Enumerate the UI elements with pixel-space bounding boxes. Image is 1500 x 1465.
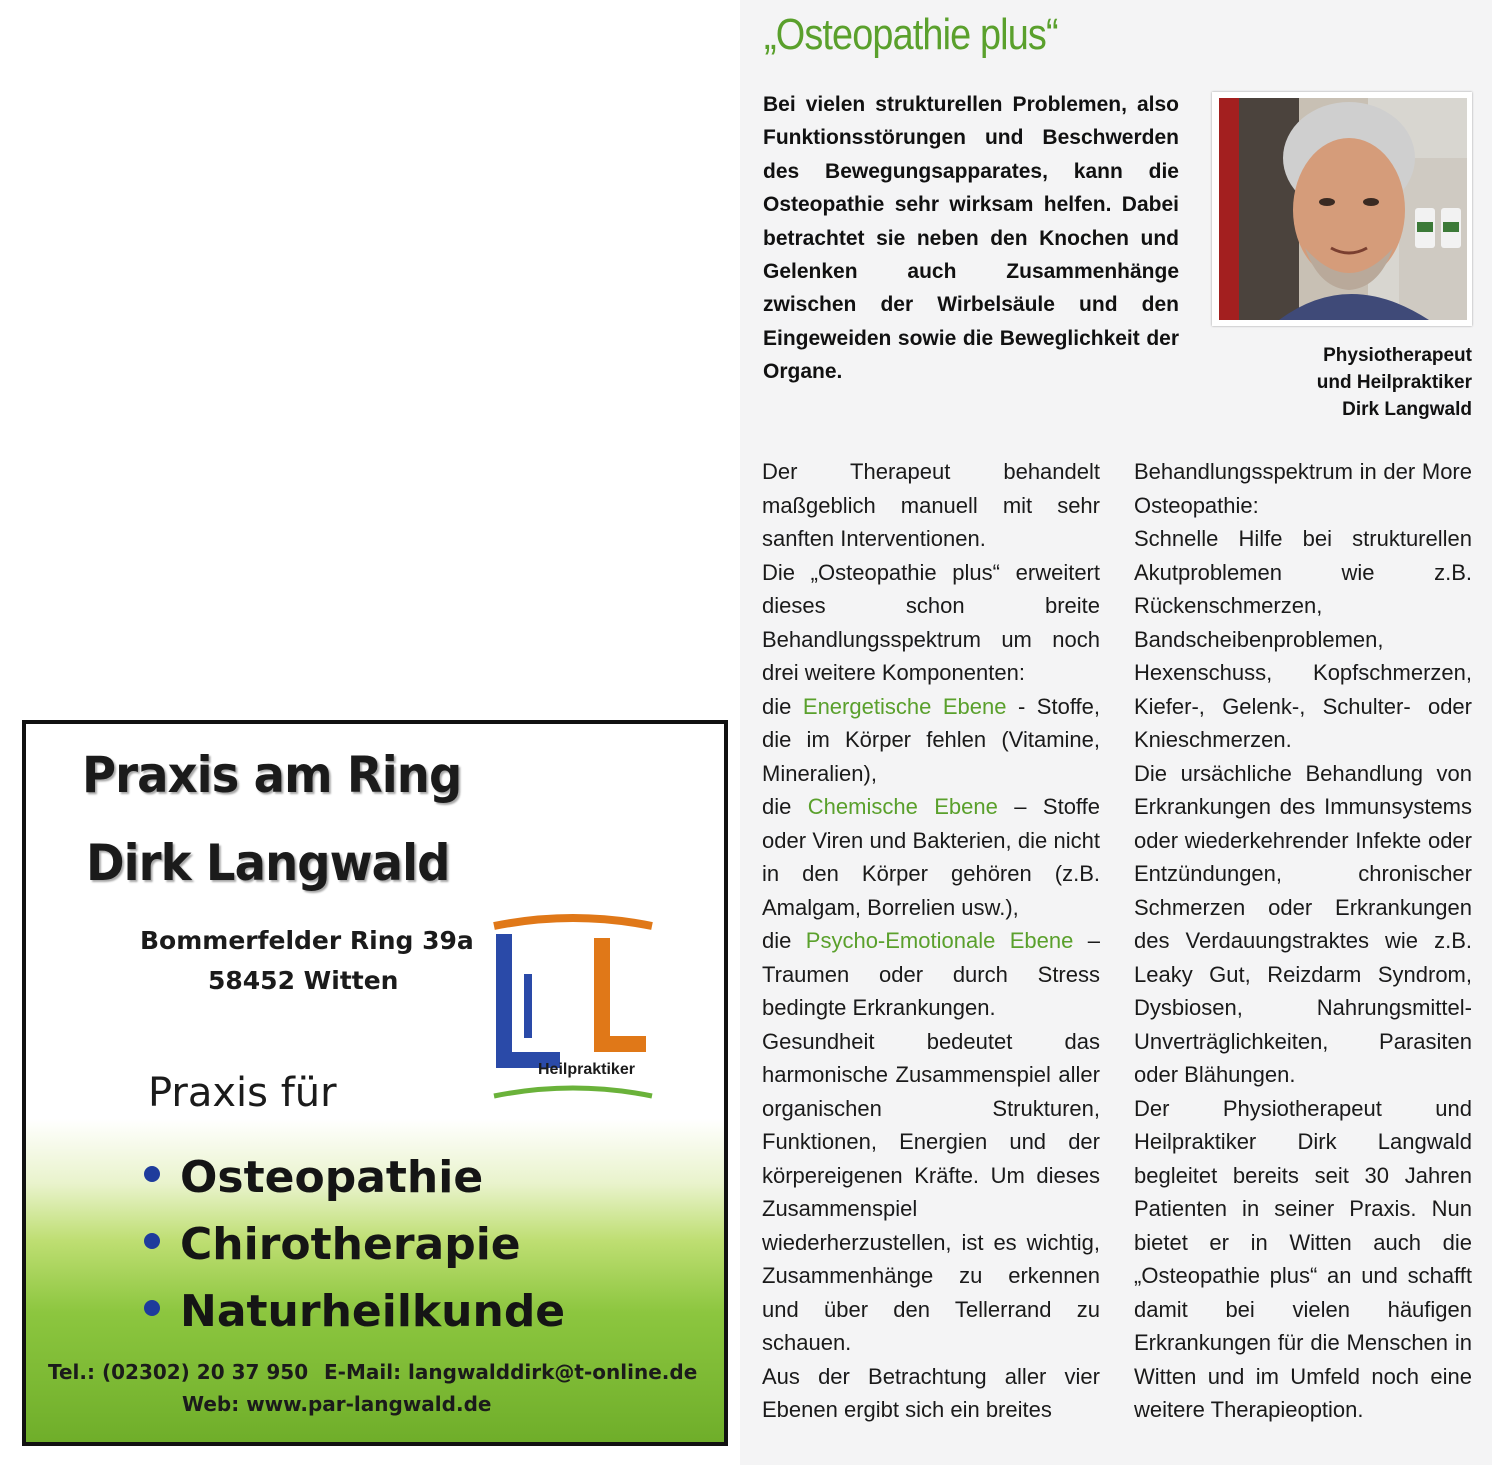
bullet-icon [144,1300,160,1316]
paragraph: Gesundheit bedeutet das harmonische Zusammenspiel aller organischen Strukturen, Funktionen, Energien und der körpereigenen Kräfte. Um dieses Zusammenspiel wiederherzustellen, ist es wichtig, Zusammenhänge zu erkennen und über den Tellerrand zu schauen. [762,1028,1100,1355]
article-column-1 [762,455,1100,1427]
ad-title-practice: Praxis am Ring [82,746,462,804]
caption-line: und Heilpraktiker [1316,372,1472,393]
contact-website[interactable]: Web: www.par-langwald.de [182,1392,492,1416]
caption-line: Physiotherapeut [1323,345,1472,366]
term-energetic-level: Energetische Ebene [802,693,1007,719]
article-lead: Bei vielen strukturellen Problemen, also Funktionsstörungen und Beschwerden des Bewegungsapparates, kann die Osteopathie sehr wirksam helfen. Dabei betrachtet sie neben den Knochen und Gelenken auch Zusammenhänge zwischen der Wirbelsäule und den Eingeweiden sowie die Beweglichkeit der Organe. [763,93,1179,384]
article-column-2 [1134,455,1472,1427]
paragraph: Schnelle Hilfe bei strukturellen Akutproblemen wie z.B. Rückenschmerzen, Bandscheibenproblemen, Hexenschuss, Kopfschmerzen, Kiefer-, Gelenk-, Schulter- oder Knieschmerzen. [1134,526,1472,752]
paragraph: die Psycho-Emotionale Ebene – Traumen oder durch Stress bedingte Erkrankungen. [762,928,1100,1020]
address-street: Bommerfelder Ring 39a [140,926,474,955]
paragraph: die Energetische Ebene - Stoffe, die im Körper fehlen (Vitamine, Mineralien), [762,693,1100,786]
portrait-photo [1219,98,1467,320]
paragraph: Behandlungsspektrum in der More Osteopathie: [1134,459,1472,518]
paragraph: Aus der Betrachtung aller vier Ebenen ergibt sich ein breites [762,1363,1100,1422]
term-psycho-emotional-level: Psycho-Emotionale Ebene [805,928,1074,953]
paragraph: Der Therapeut behandelt maßgeblich manuell mit sehr sanften Interventionen. [762,459,1100,551]
bullet-icon [144,1233,160,1249]
portrait-illustration [1219,98,1467,320]
term-chemical-level: Chemische Ebene [807,794,998,819]
contact-email[interactable]: E-Mail: langwalddirk@t-online.de [324,1360,698,1384]
paragraph: Die ursächliche Behandlung von Erkrankungen des Immunsystems oder wiederkehrender Infekte oder Entzündungen, chronischer Schmerzen oder Erkrankungen des Verdauungstraktes wie z.B. Leaky Gut, Reizdarm Syndrom, Dysbiosen, Nahrungsmittel-Unverträglichkeiten, Parasiten oder Blähungen. [1134,760,1472,1087]
article-headline: „Osteopathie plus“ [764,10,1058,59]
ad-title-name: Dirk Langwald [86,834,450,892]
services-heading: Praxis für [148,1070,337,1116]
paragraph: Der Physiotherapeut und Heilpraktiker Dirk Langwald begleitet bereits seit 30 Jahren Patienten in seiner Praxis. Nun bietet er in Witten auch die „Osteopathie plus“ an und schafft damit bei vielen häufigen Erkrankungen für die Menschen in Witten und im Umfeld noch eine weitere Therapieoption. [1134,1095,1472,1422]
paragraph: Die „Osteopathie plus“ erweitert dieses schon breite Behandlungsspektrum um noch drei weitere Komponenten: [762,559,1100,685]
services-list [144,1144,565,1345]
bullet-icon [144,1166,160,1182]
caption-line: Dirk Langwald [1342,399,1472,420]
service-item: Chirotherapie [144,1211,565,1278]
logo-label: Heilpraktiker [538,1061,635,1078]
photo-caption [1212,342,1472,423]
practice-advertisement [22,720,728,1446]
address-city: 58452 Witten [208,966,399,995]
contact-phone: Tel.: (02302) 20 37 950 [48,1360,309,1384]
service-item: Naturheilkunde [144,1278,565,1345]
service-item: Osteopathie [144,1144,565,1211]
paragraph: die Chemische Ebene – Stoffe oder Viren und Bakterien, die nicht in den Körper gehören (z.B. Amalgam, Borrelien usw.), [762,794,1100,920]
